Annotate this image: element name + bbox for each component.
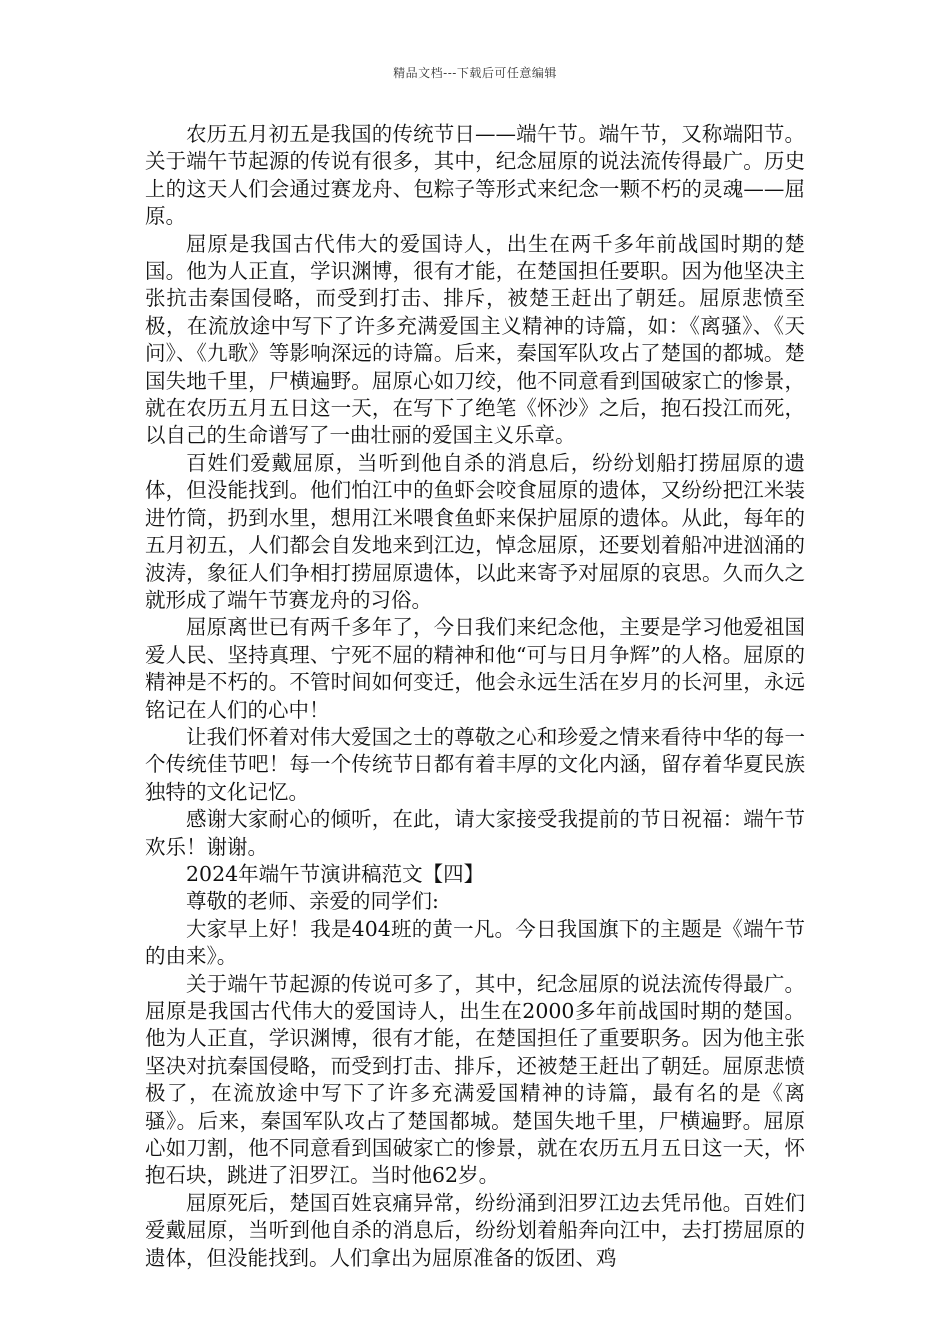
- document-body: [145, 121, 805, 1272]
- page-header: 精品文档---下载后可任意编辑: [393, 66, 557, 80]
- paragraph: 屈原死后，楚国百姓哀痛异常，纷纷涌到汨罗江边去凭吊他。百姓们爱戴屈原，当听到他自杀的消息后，纷纷划着船奔向江中，去打捞屈原的遗体，但没能找到。人们拿出为屈原准备的饭团、鸡: [145, 1190, 805, 1270]
- paragraph: 关于端午节起源的传说可多了，其中，纪念屈原的说法流传得最广。屈原是我国古代伟大的爱国诗人，出生在2000多年前战国时期的楚国。他为人正直，学识渊博，很有才能，在楚国担任了重要职务。因为他主张坚决对抗秦国侵略，而受到打击、排斥，还被楚王赶出了朝廷。屈原悲愤极了，在流放途中写下了许多充满爱国精神的诗篇，最有名的是《离骚》。后来，秦国军队攻占了楚国都城。楚国失地千里，尸横遍野。屈原心如刀割，他不同意看到国破家亡的惨景，就在农历五月五日这一天，怀抱石块，跳进了汨罗江。当时他62岁。: [145, 971, 805, 1188]
- section-title: 2024年端午节演讲稿范文【四】: [186, 861, 485, 886]
- paragraph: 农历五月初五是我国的传统节日——端午节。端午节，又称端阳节。关于端午节起源的传说有很多，其中，纪念屈原的说法流传得最广。历史上的这天人们会通过赛龙舟、包粽子等形式来纪念一颗不朽的灵魂——屈原。: [145, 122, 805, 229]
- paragraph: 大家早上好！我是404班的黄一凡。今日我国旗下的主题是《端午节的由来》。: [145, 916, 805, 969]
- paragraph: 屈原是我国古代伟大的爱国诗人，出生在两千多年前战国时期的楚国。他为人正直，学识渊博，很有才能，在楚国担任要职。因为他坚决主张抗击秦国侵略，而受到打击、排斥，被楚王赶出了朝廷。屈原悲愤至极，在流放途中写下了许多充满爱国主义精神的诗篇，如：《离骚》、《天问》、《九歌》等影响深远的诗篇。后来，秦国军队攻占了楚国的都城。楚国失地千里，尸横遍野。屈原心如刀绞，他不同意看到国破家亡的惨景，就在农历五月五日这一天，在写下了绝笔《怀沙》之后，抱石投江而死，以自己的生命谱写了一曲壮丽的爱国主义乐章。: [145, 231, 805, 448]
- paragraph: 感谢大家耐心的倾听，在此，请大家接受我提前的节日祝福：端午节欢乐！谢谢。: [145, 807, 805, 859]
- paragraph: 屈原离世已有两千多年了，今日我们来纪念他，主要是学习他爱祖国爱人民、坚持真理、宁死不屈的精神和他“可与日月争辉”的人格。屈原的精神是不朽的。不管时间如何变迁，他会永远生活在岁月的长河里，永远铭记在人们的心中！: [145, 615, 805, 722]
- greeting: 尊敬的老师、亲爱的同学们:: [186, 889, 439, 914]
- paragraph: 让我们怀着对伟大爱国之士的尊敬之心和珍爱之情来看待中华的每一个传统佳节吧！每一个传统节日都有着丰厚的文化内涵，留存着华夏民族独特的文化记忆。: [145, 724, 805, 804]
- paragraph: 百姓们爱戴屈原，当听到他自杀的消息后，纷纷划船打捞屈原的遗体，但没能找到。他们怕江中的鱼虾会咬食屈原的遗体，又纷纷把江米装进竹筒，扔到水里，想用江米喂食鱼虾来保护屈原的遗体。从此，每年的五月初五，人们都会自发地来到江边，悼念屈原，还要划着船冲进汹涌的波涛，象征人们争相打捞屈原遗体，以此来寄予对屈原的哀思。久而久之就形成了端午节赛龙舟的习俗。: [145, 450, 805, 612]
